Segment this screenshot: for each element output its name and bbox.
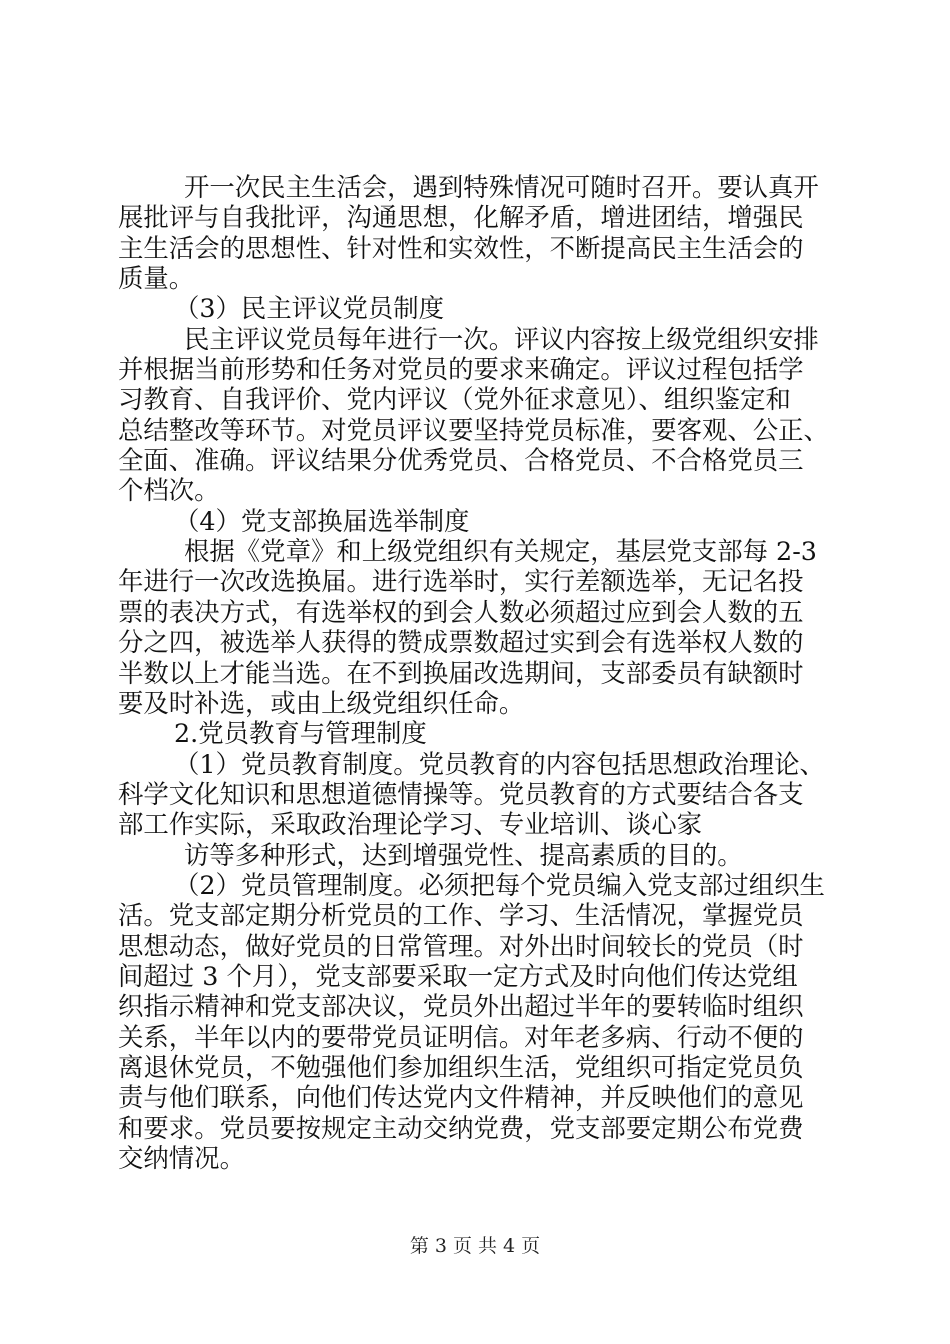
text-line: 半数以上才能当选。在不到换届改选期间，支部委员有缺额时 <box>118 657 804 688</box>
page-footer <box>0 1234 950 1258</box>
text-line: 分之四，被选举人获得的赞成票数超过实到会有选举权人数的 <box>118 627 804 658</box>
text-line: 要及时补选，或由上级党组织任命。 <box>118 687 525 718</box>
text-line: 并根据当前形势和任务对党员的要求来确定。评议过程包括学 <box>118 354 804 385</box>
text-line: （1）党员教育制度。党员教育的内容包括思想政治理论、 <box>174 748 825 779</box>
text-line: 质量。 <box>118 263 195 294</box>
text-line: 部工作实际，采取政治理论学习、专业培训、谈心家 <box>118 809 702 840</box>
text-line: 和要求。党员要按规定主动交纳党费，党支部要定期公布党费 <box>118 1112 804 1143</box>
document-body <box>118 172 834 1173</box>
text-line: 总结整改等环节。对党员评议要坚持党员标准，要客观、公正、 <box>118 414 829 445</box>
text-line: 关系，半年以内的要带党员证明信。对年老多病、行动不便的 <box>118 1021 804 1052</box>
text-line: 访等多种形式，达到增强党性、提高素质的目的。 <box>184 839 743 870</box>
text-line: 责与他们联系，向他们传达党内文件精神，并反映他们的意见 <box>118 1082 804 1113</box>
text-line: （2）党员管理制度。必须把每个党员编入党支部过组织生 <box>174 869 825 900</box>
text-line: 民主评议党员每年进行一次。评议内容按上级党组织安排 <box>184 323 819 354</box>
text-line: 主生活会的思想性、针对性和实效性，不断提高民主生活会的 <box>118 232 804 263</box>
page-number-label: 第 3 页 共 4 页 <box>409 1235 541 1257</box>
text-line: 织指示精神和党支部决议，党员外出超过半年的要转临时组织 <box>118 991 804 1022</box>
text-line: 个档次。 <box>118 475 220 506</box>
text-line: 离退休党员，不勉强他们参加组织生活，党组织可指定党员负 <box>118 1051 804 1082</box>
text-line: 思想动态，做好党员的日常管理。对外出时间较长的党员（时 <box>118 930 804 961</box>
text-line: 2.党员教育与管理制度 <box>174 718 427 749</box>
text-line: （3）民主评议党员制度 <box>174 293 445 324</box>
text-line: 间超过 3 个月），党支部要采取一定方式及时向他们传达党组 <box>118 960 798 991</box>
text-line: 科学文化知识和思想道德情操等。党员教育的方式要结合各支 <box>118 778 804 809</box>
text-line: 年进行一次改选换届。进行选举时，实行差额选举，无记名投 <box>118 566 804 597</box>
text-line: 习教育、自我评价、党内评议（党外征求意见）、组织鉴定和 <box>118 384 791 415</box>
text-line: 开一次民主生活会，遇到特殊情况可随时召开。要认真开 <box>184 172 819 202</box>
text-line: 交纳情况。 <box>118 1143 245 1173</box>
text-line: 根据《党章》和上级党组织有关规定，基层党支部每 2-3 <box>184 536 817 567</box>
text-line: 全面、准确。评议结果分优秀党员、合格党员、不合格党员三 <box>118 445 804 476</box>
text-line: 展批评与自我批评，沟通思想，化解矛盾，增进团结，增强民 <box>118 202 804 233</box>
text-line: 活。党支部定期分析党员的工作、学习、生活情况，掌握党员 <box>118 900 804 931</box>
text-line: 票的表决方式，有选举权的到会人数必须超过应到会人数的五 <box>118 596 804 627</box>
text-line: （4）党支部换届选举制度 <box>174 505 470 536</box>
